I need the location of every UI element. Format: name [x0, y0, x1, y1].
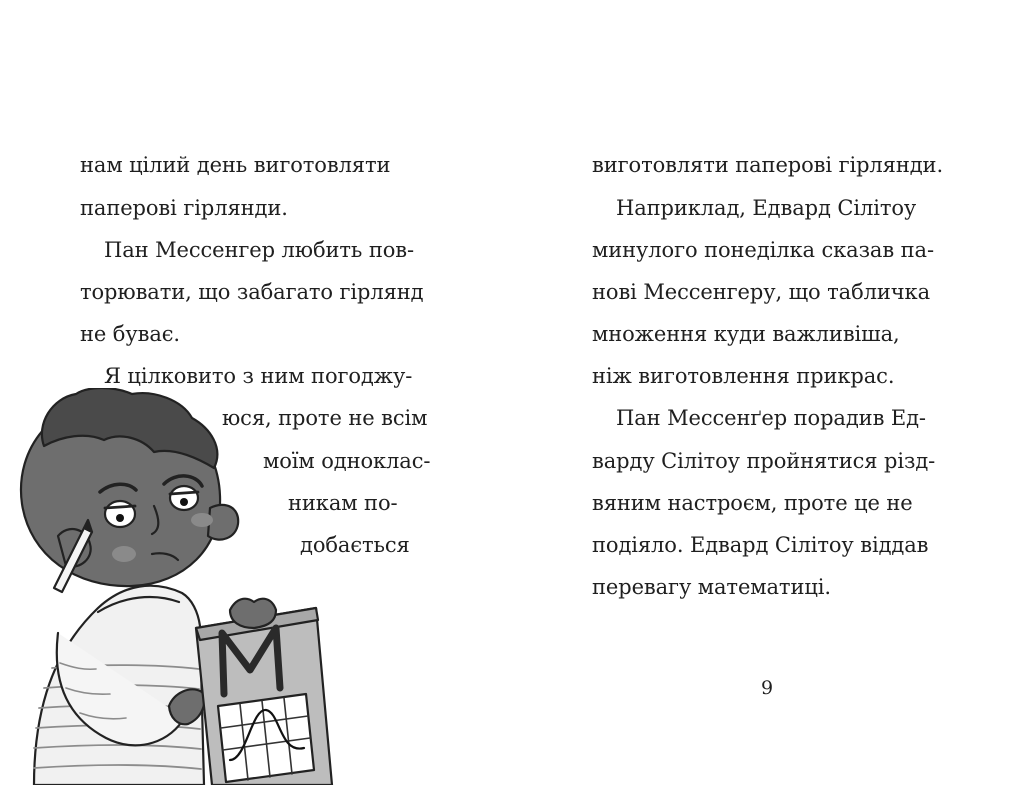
left-text-line: Я цілковито з ним погоджу- — [104, 364, 413, 388]
right-text-line: виготовляти паперові гірлянди. — [592, 153, 944, 177]
right-text-line: варду Сілітоу пройнятися різд- — [592, 449, 936, 473]
left-text-line: юся, проте не всім — [222, 406, 428, 430]
right-text-line: Наприклад, Едвард Сілітоу — [616, 196, 917, 220]
left-text-line: нам цілий день виготовляти — [80, 153, 391, 177]
left-text-line: паперові гірлянди. — [80, 196, 288, 220]
left-text-line: никам по- — [288, 491, 398, 515]
right-text-line: Пан Мессенґер порадив Ед- — [616, 406, 926, 430]
boy-holding-letter-m-card-illustration — [14, 388, 344, 785]
right-text-line: ніж виготовлення прикрас. — [592, 364, 895, 388]
left-text-line: моїм однoклас- — [263, 449, 431, 473]
left-text-line: торювати, що забагато гірлянд — [80, 280, 424, 304]
right-page — [512, 0, 1024, 785]
right-text-line: нові Мессенгеру, що табличка — [592, 280, 930, 304]
right-text-line: перевагу математиці. — [592, 575, 831, 599]
page-number: 9 — [761, 677, 774, 699]
left-text-line: добається — [300, 533, 410, 557]
left-text-line: не буває. — [80, 322, 180, 346]
right-text-line: вяним настроєм, проте це не — [592, 491, 913, 515]
left-text-line: Пан Мессенгер любить пов- — [104, 238, 414, 262]
right-text-line: минулого понеділка сказав па- — [592, 238, 934, 262]
right-text-line: множення куди важливіша, — [592, 322, 900, 346]
right-text-line: подіяло. Едвард Сілітоу віддав — [592, 533, 929, 557]
